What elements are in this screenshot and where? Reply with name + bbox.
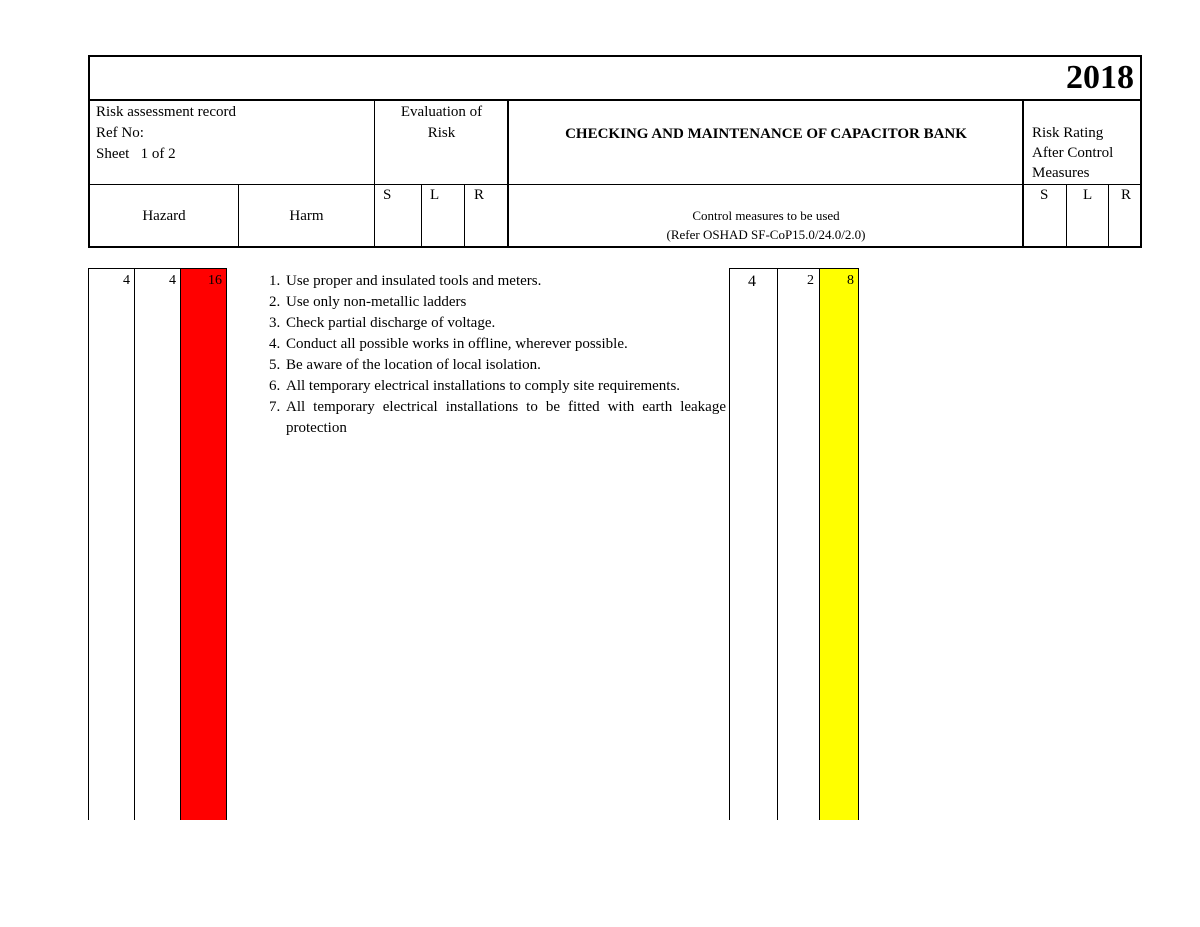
evaluation-label-line2: Risk (427, 125, 456, 141)
document-year: 2018 (1066, 59, 1134, 96)
sheet-label: Sheet 1 of 2 (96, 146, 176, 162)
evaluation-label-line1: Evaluation of (400, 104, 483, 120)
likelihood-value: 4 (169, 273, 176, 288)
header-divider-top (90, 99, 1140, 101)
divider-eval-title (507, 99, 509, 246)
risk-after-value: 8 (847, 273, 854, 288)
column-hazard: Hazard (142, 208, 186, 224)
row-divider-measures-s2 (729, 268, 730, 820)
divider-s2-l2 (1066, 184, 1067, 246)
control-measure-item: 1. Use proper and insulated tools and meters. (284, 271, 726, 292)
record-label: Risk assessment record (96, 104, 236, 120)
severity-after-value: 4 (748, 273, 756, 290)
after-control-line3: Measures (1032, 165, 1090, 181)
control-measure-item: 4. Conduct all possible works in offline, wherever possible. (284, 334, 726, 355)
row-divider-l-r (180, 268, 181, 820)
likelihood-after-value: 2 (807, 273, 814, 288)
divider-l2-r2 (1108, 184, 1109, 246)
risk-row (88, 268, 860, 820)
column-control-measures: Control measures to be used (692, 208, 840, 223)
row-divider-s-l (134, 268, 135, 820)
after-control-line2: After Control (1032, 145, 1114, 161)
column-harm: Harm (289, 208, 324, 224)
column-severity-after: S (1040, 187, 1049, 203)
column-risk-after: R (1121, 187, 1132, 203)
row-right-border (858, 268, 859, 820)
column-severity: S (383, 187, 392, 203)
divider-title-after (1022, 99, 1024, 246)
column-likelihood-after: L (1083, 187, 1093, 203)
control-measure-item: 2. Use only non-metallic ladders (284, 292, 726, 313)
initial-risk-cell (180, 268, 226, 820)
row-top-border-left (88, 268, 226, 269)
row-divider-r-measures (226, 268, 227, 820)
control-measure-item: 3. Check partial discharge of voltage. (284, 313, 726, 334)
after-control-line1: Risk Rating (1032, 125, 1104, 141)
divider-record-eval (374, 99, 375, 246)
document-title: CHECKING AND MAINTENANCE OF CAPACITOR BANK (565, 126, 967, 142)
severity-value: 4 (123, 273, 130, 288)
row-divider-s2-l2 (777, 268, 778, 820)
control-measure-item: 5. Be aware of the location of local isolation. (284, 355, 726, 376)
row-left-border (88, 268, 89, 820)
ref-no-label: Ref No: (96, 125, 144, 141)
control-measures-list (250, 271, 726, 439)
control-measure-item: 7. All temporary electrical installations to be fitted with earth leakage protection (284, 397, 726, 439)
column-risk: R (474, 187, 485, 203)
row-top-border-right (729, 268, 859, 269)
column-control-reference: (Refer OSHAD SF-CoP15.0/24.0/2.0) (666, 227, 866, 242)
risk-header-table (88, 55, 1142, 248)
divider-l-r (464, 184, 465, 246)
risk-value: 16 (208, 273, 222, 288)
residual-risk-cell (819, 268, 859, 820)
divider-s-l (421, 184, 422, 246)
column-likelihood: L (430, 187, 440, 203)
header-divider-middle (90, 184, 1140, 185)
row-divider-l2-r2 (819, 268, 820, 820)
control-measure-item: 6. All temporary electrical installations to comply site requirements. (284, 376, 726, 397)
